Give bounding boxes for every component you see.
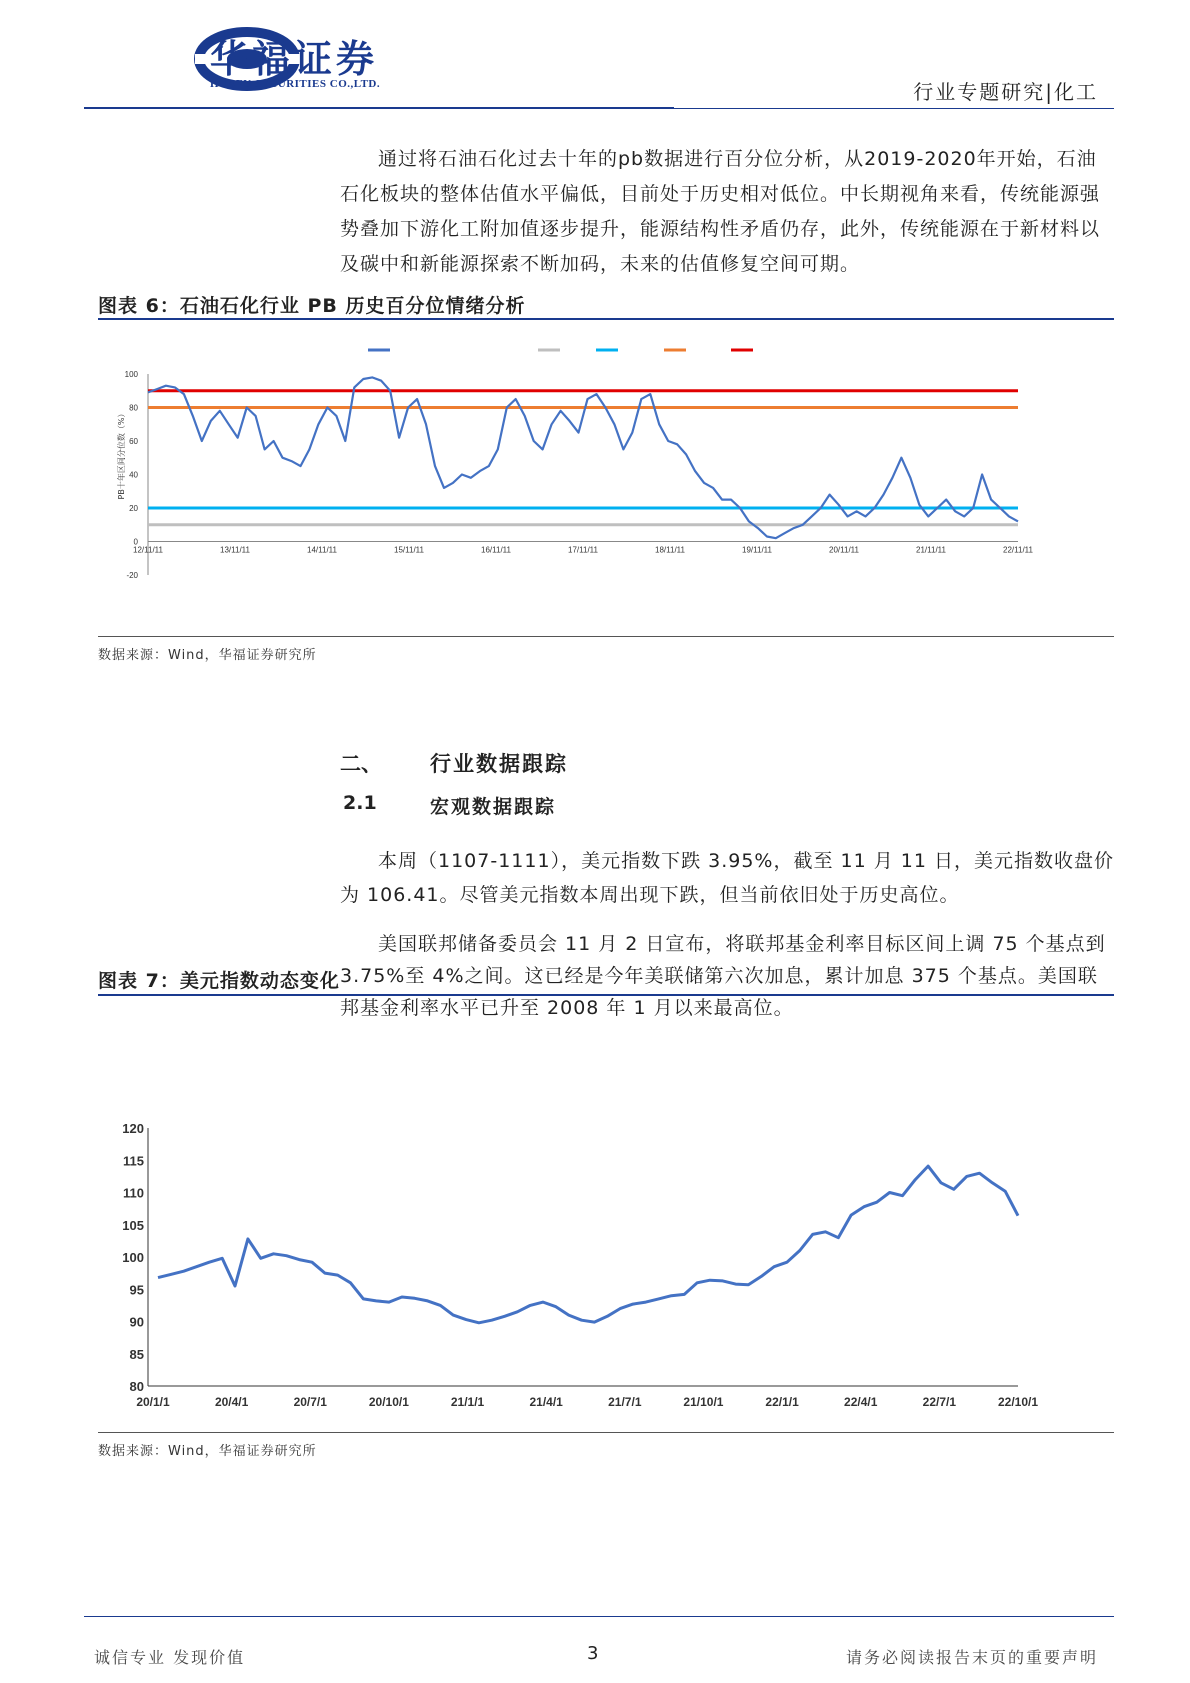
y-tick-label: 110	[123, 1185, 144, 1201]
x-tick-label: 21/1/1	[450, 1395, 485, 1409]
dollar-index-series-line	[158, 1166, 1018, 1323]
x-tick-label: 20/10/1	[368, 1395, 409, 1409]
dollar-index-chart	[118, 1098, 1058, 1438]
subsection-number: 2.1	[343, 792, 377, 814]
y-tick-label: 105	[122, 1217, 144, 1233]
dollar-index-paragraph: 本周（1107-1111），美元指数下跌 3.95%，截至 11 月 11 日，美元指数收盘价为 106.41。尽管美元指数本周出现下跌，但当前依旧处于历史高位。	[340, 850, 1114, 906]
x-tick-label: 12/11/11	[133, 545, 163, 555]
pb-percentile-series-line	[148, 377, 1018, 538]
y-tick-label: 120	[122, 1121, 144, 1136]
x-tick-label: 20/11/11	[829, 545, 859, 555]
y-tick-label: 20	[129, 504, 138, 513]
y-tick-label: 95	[129, 1282, 144, 1298]
figure6-source: 数据来源：Wind，华福证券研究所	[98, 648, 317, 663]
figure6-title: 图表 6：石油石化行业 PB 历史百分位情绪分析	[98, 295, 526, 317]
y-tick-label: 80	[129, 403, 138, 413]
intro-paragraph: 通过将石油石化过去十年的pb数据进行百分位分析，从2019-2020年开始，石油石化板块的整体估值水平偏低，目前处于历史相对低位。中长期视角来看，传统能源强势叠加下游化工附加值逐步提升，能源结构性矛盾仍存，此外，传统能源在于新材料以及碳中和新能源探索不断加码，未来的估值修复空间可期。	[340, 148, 1101, 275]
x-tick-label: 21/7/1	[608, 1395, 642, 1409]
x-tick-label: 19/11/11	[742, 545, 772, 555]
footer-slogan: 诚信专业 发现价值	[94, 1648, 246, 1667]
x-tick-label: 21/10/1	[683, 1395, 724, 1409]
y-tick-label: 40	[129, 470, 138, 480]
y-tick-label: -20	[126, 571, 138, 580]
pb-percentile-chart	[118, 360, 1058, 600]
y-tick-label: 100	[124, 370, 138, 379]
y-tick-label: 0	[133, 537, 138, 547]
x-tick-label: 16/11/11	[481, 545, 511, 555]
x-tick-label: 13/11/11	[220, 545, 250, 555]
x-tick-label: 22/10/1	[997, 1395, 1039, 1409]
figure6-title-rule	[98, 318, 1114, 320]
section-number: 二、	[340, 752, 382, 776]
figure7-title-rule	[98, 994, 1114, 996]
logo-chinese-name: 华福证券	[210, 36, 379, 81]
footer-divider	[84, 1616, 1114, 1617]
x-tick-label: 20/7/1	[293, 1395, 327, 1409]
figure7-source: 数据来源：Wind，华福证券研究所	[98, 1444, 317, 1459]
fed-rate-paragraph: 美国联邦储备委员会 11 月 2 日宣布，将联邦基金利率目标区间上调 75 个基点到 3.75%至 4%之间。这已经是今年美联储第六次加息，累计加息 375 个基点。美国联邦基金利率水平已升至 2008 年 1 月以来最高位。	[340, 933, 1106, 1019]
x-tick-label: 21/4/1	[529, 1395, 563, 1409]
figure7-source-rule	[98, 1432, 1114, 1433]
y-tick-label: 80	[129, 1379, 144, 1394]
x-tick-label: 22/1/1	[765, 1395, 799, 1409]
x-tick-label: 20/4/1	[214, 1395, 249, 1409]
footer-disclaimer: 请务必阅读报告末页的重要声明	[845, 1648, 1098, 1667]
figure7-title: 图表 7：美元指数动态变化	[98, 970, 340, 992]
x-tick-label: 22/4/1	[844, 1395, 878, 1409]
x-tick-label: 22/11/11	[1003, 545, 1033, 555]
x-tick-label: 17/11/11	[568, 545, 598, 555]
page-number: 3	[587, 1643, 599, 1664]
x-tick-label: 20/1/1	[136, 1395, 170, 1409]
x-tick-label: 22/7/1	[922, 1395, 957, 1409]
y-tick-label: 85	[129, 1346, 144, 1362]
x-tick-label: 14/11/11	[307, 545, 337, 555]
x-tick-label: 18/11/11	[655, 545, 685, 555]
y-tick-label: 115	[123, 1153, 144, 1169]
y-axis-title: PB十年区间分位数（%）	[117, 409, 126, 500]
y-tick-label: 90	[129, 1314, 144, 1330]
section-title: 行业数据跟踪	[430, 752, 568, 776]
x-tick-label: 21/11/11	[916, 545, 946, 555]
subsection-title: 宏观数据跟踪	[430, 796, 557, 818]
x-tick-label: 15/11/11	[394, 545, 424, 555]
header-divider-accent	[84, 107, 674, 109]
y-tick-label: 60	[129, 437, 138, 446]
y-tick-label: 100	[122, 1250, 144, 1265]
report-type: 行业专题研究|化工	[913, 80, 1098, 104]
figure6-source-rule	[98, 636, 1114, 637]
logo-english-name: HUAFU SECURITIES CO.,LTD.	[210, 78, 381, 90]
